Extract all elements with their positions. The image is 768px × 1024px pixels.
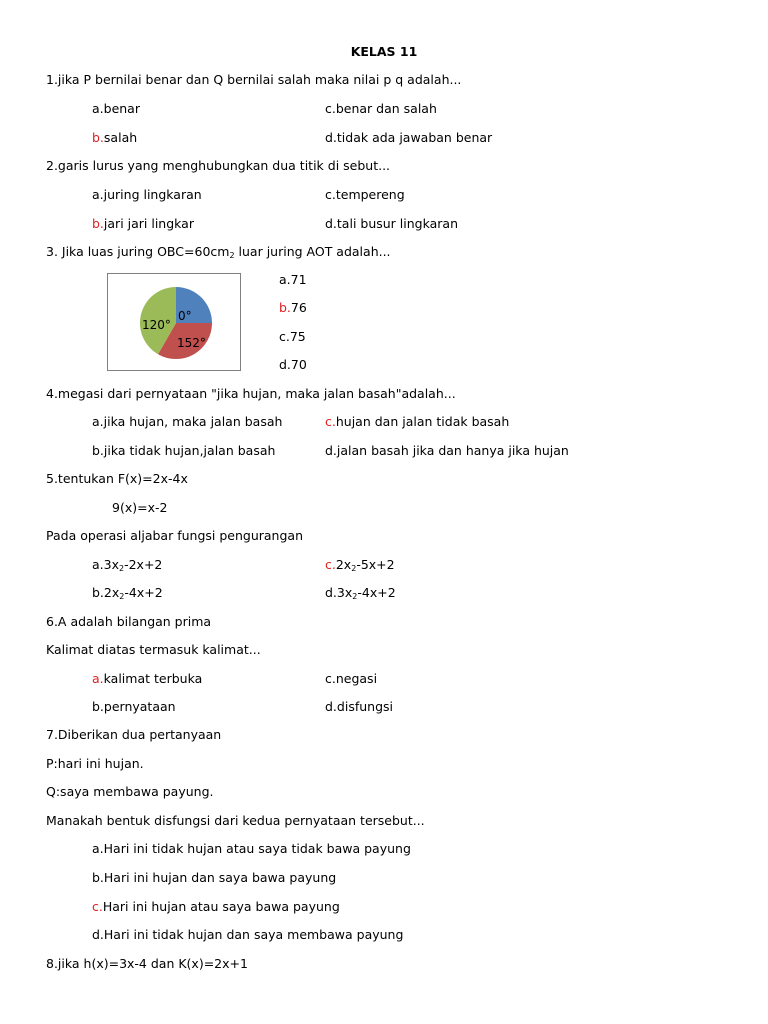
q2-option-b — [92, 216, 194, 232]
q2-option-c: c.tempereng — [325, 187, 405, 202]
pie-label-152: 152° — [177, 336, 206, 350]
q6-option-a-text: kalimat terbuka — [103, 671, 203, 686]
q2-option-b-text: jari jari lingkar — [103, 216, 194, 231]
pie-chart-figure — [107, 273, 241, 371]
q6-option-a — [92, 671, 202, 687]
question-2: 2.garis lurus yang menghubungkan dua titik di sebut... — [46, 158, 391, 173]
page-title: KELAS 11 — [350, 44, 418, 59]
answer-marker: c. — [325, 414, 336, 429]
q1-option-a: a.benar — [92, 101, 140, 116]
q5-c-subscript: 2 — [351, 564, 357, 573]
pie-label-0: 0° — [178, 309, 192, 323]
answer-marker: a. — [92, 671, 104, 686]
q3-text-start: 3. Jika luas juring OBC=60cm — [46, 244, 230, 259]
question-3 — [46, 244, 391, 260]
q7-option-d: d.Hari ini tidak hujan dan saya membawa payung — [92, 927, 404, 942]
q5-d-start: d.3x — [325, 585, 353, 600]
answer-marker: c. — [92, 899, 103, 914]
q3-option-d: d.70 — [279, 357, 307, 372]
q7-statement-p: P:hari ini hujan. — [46, 756, 144, 771]
q3-option-b-text: 76 — [290, 300, 307, 315]
q3-option-a: a.71 — [279, 272, 307, 287]
answer-marker: b. — [279, 300, 291, 315]
question-1: 1.jika P bernilai benar dan Q bernilai salah maka nilai p q adalah... — [46, 72, 462, 87]
q5-d-end: -4x+2 — [357, 585, 396, 600]
q3-option-b — [279, 300, 307, 316]
q1-option-d: d.tidak ada jawaban benar — [325, 130, 493, 145]
q5-option-b — [92, 585, 163, 601]
pie-label-120: 120° — [142, 318, 171, 332]
q5-c-end: -5x+2 — [356, 557, 395, 572]
q2-option-d: d.tali busur lingkaran — [325, 216, 458, 231]
question-5: 5.tentukan F(x)=2x-4x — [46, 471, 188, 486]
q4-option-d: d.jalan basah jika dan hanya jika hujan — [325, 443, 569, 458]
q5-b-subscript: 2 — [119, 592, 125, 601]
q4-option-c — [325, 414, 509, 430]
q6-option-c: c.negasi — [325, 671, 378, 686]
answer-marker: b. — [92, 130, 104, 145]
answer-marker: c. — [325, 557, 336, 572]
q5-a-subscript: 2 — [118, 564, 125, 573]
q5-b-end: -4x+2 — [124, 585, 163, 600]
q4-option-b: b.jika tidak hujan,jalan basah — [92, 443, 276, 458]
q5-option-c — [325, 557, 395, 573]
q5-function-g: 9(x)=x-2 — [112, 500, 168, 515]
q3-text-end: luar juring AOT adalah... — [234, 244, 391, 259]
q6-instruction: Kalimat diatas termasuk kalimat... — [46, 642, 261, 657]
q5-option-a — [92, 557, 162, 573]
q5-option-d — [325, 585, 396, 601]
pie-chart — [108, 274, 242, 372]
q5-a-start: a.3x — [92, 557, 119, 572]
q5-b-start: b.2x — [92, 585, 120, 600]
q1-option-b-text: salah — [103, 130, 138, 145]
q1-option-c: c.benar dan salah — [325, 101, 437, 116]
question-4: 4.megasi dari pernyataan "jika hujan, maka jalan basah"adalah... — [46, 386, 456, 401]
q5-c-start: 2x — [335, 557, 352, 572]
q5-instruction: Pada operasi aljabar fungsi pengurangan — [46, 528, 303, 543]
question-8: 8.jika h(x)=3x-4 dan K(x)=2x+1 — [46, 956, 248, 971]
q4-option-a: a.jika hujan, maka jalan basah — [92, 414, 283, 429]
question-7: 7.Diberikan dua pertanyaan — [46, 727, 222, 742]
q7-instruction: Manakah bentuk disfungsi dari kedua pernyataan tersebut... — [46, 813, 425, 828]
q6-option-b: b.pernyataan — [92, 699, 176, 714]
q7-option-b: b.Hari ini hujan dan saya bawa payung — [92, 870, 337, 885]
q5-d-subscript: 2 — [352, 592, 358, 601]
q3-option-c: c.75 — [279, 329, 306, 344]
q7-statement-q: Q:saya membawa payung. — [46, 784, 214, 799]
question-6: 6.A adalah bilangan prima — [46, 614, 212, 629]
q7-option-c — [92, 899, 340, 915]
answer-marker: b. — [92, 216, 104, 231]
q4-option-c-text: hujan dan jalan tidak basah — [335, 414, 510, 429]
q7-option-a: a.Hari ini tidak hujan atau saya tidak bawa payung — [92, 841, 411, 856]
q3-subscript: 2 — [229, 251, 235, 260]
q2-option-a: a.juring lingkaran — [92, 187, 202, 202]
q6-option-d: d.disfungsi — [325, 699, 393, 714]
q7-option-c-text: Hari ini hujan atau saya bawa payung — [102, 899, 340, 914]
q5-a-end: -2x+2 — [124, 557, 163, 572]
q1-option-b — [92, 130, 137, 146]
